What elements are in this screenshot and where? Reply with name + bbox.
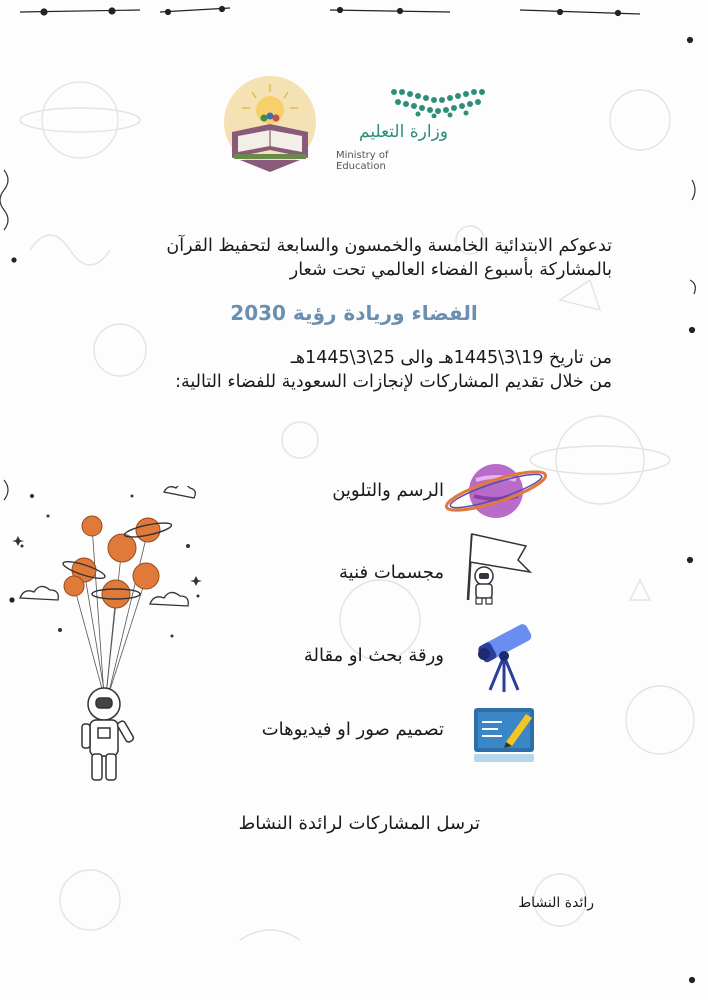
ministry-name-english: Ministry of Education xyxy=(336,150,389,172)
signature-title: رائدة النشاط xyxy=(518,895,594,911)
invitation-line-2: بالمشاركة بأسبوع الفضاء العالمي تحت شعار xyxy=(289,260,612,280)
design-board-icon xyxy=(472,704,536,766)
ministry-name-arabic: وزارة التعليم xyxy=(359,122,448,142)
event-slogan: الفضاء وريادة رؤية 2030 xyxy=(230,301,478,325)
invitation-intro xyxy=(152,234,612,282)
invitation-line-1: تدعوكم الابتدائية الخامسة والخمسون والسابعة لتحفيظ القرآن xyxy=(166,236,612,256)
category-label-drawing: الرسم والتلوين xyxy=(332,480,444,501)
telescope-icon xyxy=(470,616,538,694)
school-logo-icon xyxy=(218,74,322,178)
event-purpose-line: من خلال تقديم المشاركات لإنجازات السعودية للفضاء التالية: xyxy=(175,372,612,392)
submission-note: ترسل المشاركات لرائدة النشاط xyxy=(238,813,480,834)
saturn-planet-icon xyxy=(442,458,550,524)
category-label-models: مجسمات فنية xyxy=(339,562,444,583)
event-dates-block xyxy=(72,346,612,394)
astronaut-balloons-illustration xyxy=(12,486,242,796)
astronaut-flag-icon xyxy=(462,528,534,606)
ministry-dots-icon xyxy=(388,84,492,118)
event-date-line: من تاريخ 19\3\1445هـ والى 25\3\1445هـ xyxy=(290,348,612,368)
category-label-research: ورقة بحث او مقالة xyxy=(303,645,444,666)
category-label-design: تصميم صور او فيديوهات xyxy=(261,719,444,740)
ministry-logo xyxy=(336,84,496,172)
